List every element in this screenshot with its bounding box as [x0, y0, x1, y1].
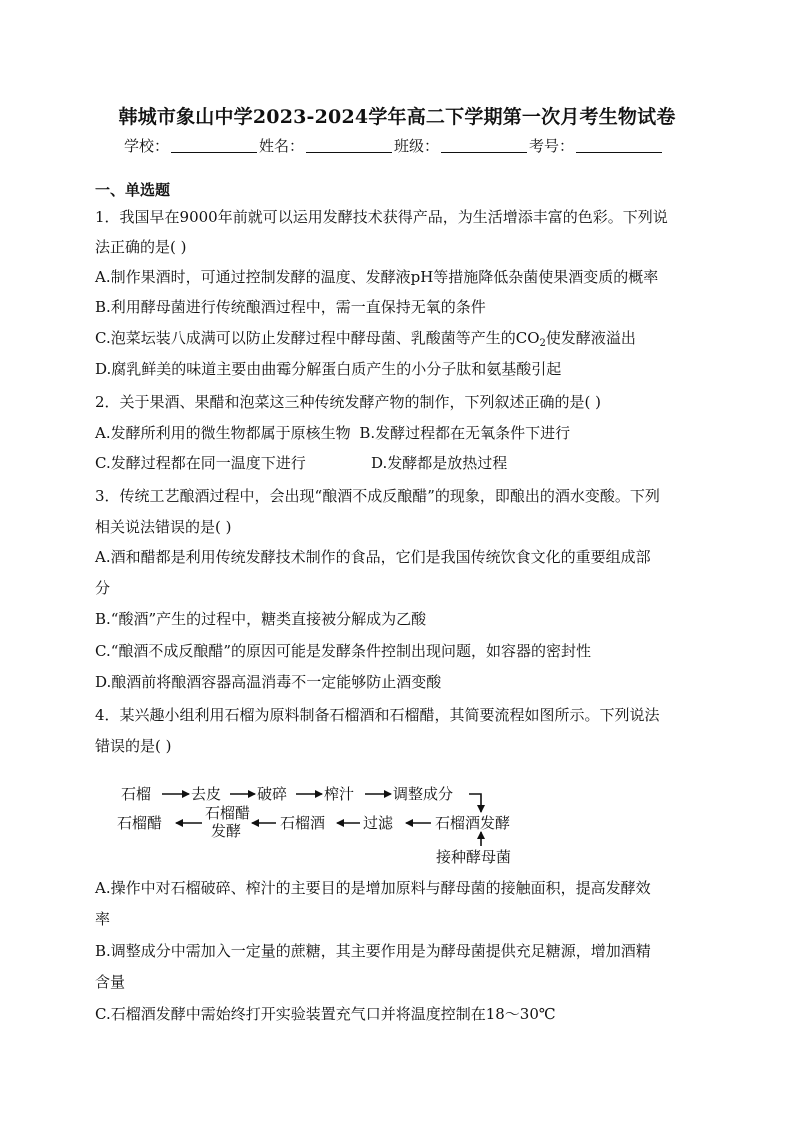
student-info-line: [124, 135, 664, 156]
q1-option-c-subscript: 2: [539, 338, 546, 349]
q1-option-d: D.腐乳鲜美的味道主要由曲霉分解蛋白质产生的小分子肽和氨基酸引起: [95, 360, 562, 378]
name-blank: [306, 138, 392, 153]
flow-svg: [95, 776, 555, 868]
q1-option-c-text: C.泡菜坛装八成满可以防止发酵过程中酵母菌、乳酸菌等产生的CO: [95, 329, 540, 347]
q3-option-a-line2: 分: [95, 579, 111, 597]
q1-stem-line1: 1．我国早在9000年前就可以运用发酵技术获得产品，为生活增添丰富的色彩。下列说: [95, 208, 668, 226]
q4-option-c: C.石榴酒发酵中需始终打开实验装置充气口并将温度控制在18～30℃: [95, 1005, 556, 1023]
q2-option-c: C.发酵过程都在同一温度下进行: [95, 454, 306, 472]
q2-option-a: A.发酵所利用的微生物都属于原核生物: [95, 424, 351, 442]
q4-stem-line1: 4．某兴趣小组利用石榴为原料制备石榴酒和石榴醋，其简要流程如图所示。下列说法: [95, 706, 660, 724]
q4-option-b-line2: 含量: [95, 973, 126, 991]
school-blank: [171, 138, 257, 153]
q1-option-c-tail: 使发酵液溢出: [545, 329, 636, 347]
process-flow-diagram: [95, 776, 555, 868]
q3-option-d: D.酿酒前将酿酒容器高温消毒不一定能够防止酒变酸: [95, 673, 442, 691]
q3-stem-line1: 3．传统工艺酿酒过程中，会出现“酿酒不成反酿醋”的现象，即酿出的酒水变酸。下列: [95, 487, 660, 505]
flow-step-vinegar-ferment-bottom: 发酵: [211, 822, 242, 840]
q4-option-a-line1: A.操作中对石榴破碎、榨汁的主要目的是增加原料与酵母菌的接触面积，提高发酵效: [95, 879, 651, 897]
flow-step-wine: 石榴酒: [280, 814, 326, 832]
section-heading: 一、单选题: [95, 181, 171, 199]
q3-stem-line2: 相关说法错误的是( ): [95, 518, 232, 536]
flow-step-vinegar-product: 石榴醋: [117, 814, 163, 832]
q3-option-a-line1: A.酒和醋都是利用传统发酵技术制作的食品，它们是我国传统饮食文化的重要组成部: [95, 548, 651, 566]
flow-step-inoculate: 接种酵母菌: [436, 848, 512, 866]
school-label: 学校：: [124, 137, 170, 155]
q4-option-a-line2: 率: [95, 910, 111, 928]
number-blank: [576, 138, 662, 153]
flow-step-pomegranate: 石榴: [121, 785, 152, 803]
q1-option-b: B.利用酵母菌进行传统酿酒过程中，需一直保持无氧的条件: [95, 298, 486, 316]
q2-stem: 2．关于果酒、果醋和泡菜这三种传统发酵产物的制作，下列叙述正确的是( ): [95, 393, 602, 411]
q4-option-b-line1: B.调整成分中需加入一定量的蔗糖，其主要作用是为酵母菌提供充足糖源，增加酒精: [95, 942, 651, 960]
q1-option-c: [95, 328, 636, 354]
flow-step-crush: 破碎: [257, 785, 288, 803]
q2-option-d: D.发酵都是放热过程: [371, 454, 508, 472]
q3-option-b: B.“酸酒”产生的过程中，糖类直接被分解成为乙酸: [95, 610, 427, 628]
page-title: 韩城市象山中学2023-2024学年高二下学期第一次月考生物试卷: [118, 106, 676, 128]
name-label: 姓名：: [259, 137, 305, 155]
flow-step-filter: 过滤: [363, 814, 394, 832]
flow-step-peel: 去皮: [191, 785, 222, 803]
q2-options-row1: [95, 423, 570, 443]
q1-stem-line2: 法正确的是( ): [95, 238, 187, 256]
flow-step-juice: 榨汁: [324, 785, 355, 803]
q4-stem-line2: 错误的是( ): [95, 737, 172, 755]
q2-option-b: B.发酵过程都在无氧条件下进行: [359, 424, 571, 442]
class-label: 班级：: [394, 137, 440, 155]
q3-option-c: C.“酿酒不成反酿醋”的原因可能是发酵条件控制出现问题，如容器的密封性: [95, 642, 592, 660]
q1-option-a: A.制作果酒时，可通过控制发酵的温度、发酵液pH等措施降低杂菌使果酒变质的概率: [95, 268, 659, 286]
flow-step-vinegar-ferment-top: 石榴醋: [205, 804, 251, 822]
number-label: 考号：: [529, 137, 575, 155]
class-blank: [441, 138, 527, 153]
q2-options-row2: [95, 453, 306, 473]
flow-arrow-down: [469, 794, 481, 812]
flow-step-adjust: 调整成分: [393, 785, 454, 803]
flow-step-wine-ferment: 石榴酒发酵: [435, 814, 511, 832]
